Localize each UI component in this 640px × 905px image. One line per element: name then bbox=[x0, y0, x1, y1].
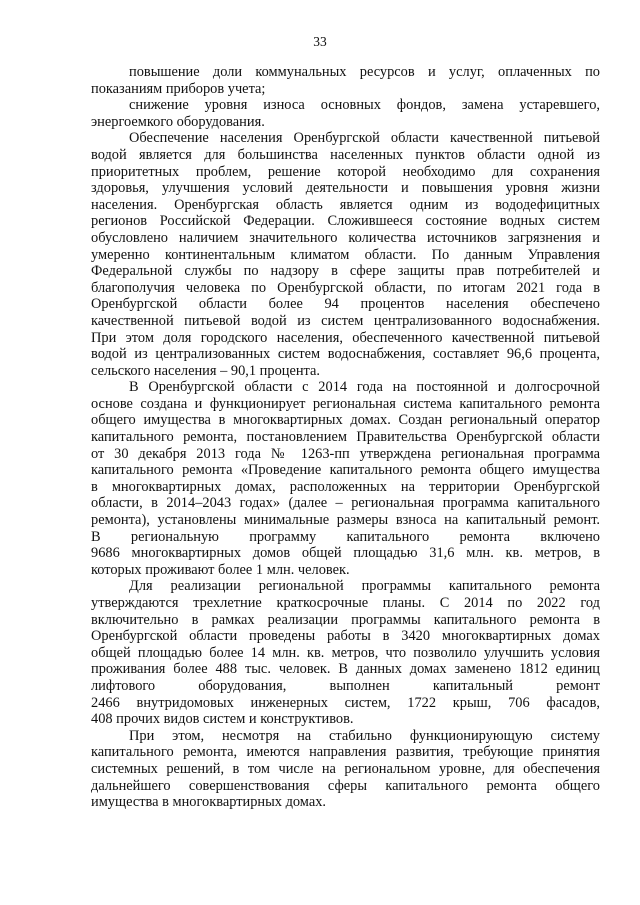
text-line: В Оренбургской области с 2014 года на постоянной и долгосрочной bbox=[129, 379, 600, 396]
page-number: 33 bbox=[313, 34, 327, 49]
paragraph bbox=[91, 379, 600, 578]
text-line: общей площадью более 14 млн. кв. метров, что позволило улучшить условия bbox=[91, 644, 600, 661]
text-line: которых проживают более 1 млн. человек. bbox=[91, 561, 350, 578]
text-line: Обеспечение населения Оренбургской области качественной питьевой bbox=[129, 130, 600, 147]
text-line: 9686 многоквартирных домов общей площадью 31,6 млн. кв. метров, в bbox=[91, 545, 600, 562]
text-line: приоритетных проблем, решение которой необходимо для сохранения bbox=[91, 163, 600, 180]
text-line: регионов Российской Федерации. Сложившееся состояние водных систем bbox=[91, 213, 600, 230]
text-line: Для реализации региональной программы капитального ремонта bbox=[129, 578, 600, 595]
text-line: системных решений, в том числе на региональном уровне, для обеспечения bbox=[91, 760, 600, 777]
text-line: капитального ремонта «Проведение капитального ремонта общего имущества bbox=[91, 462, 600, 479]
text-line: водой является для большинства населенных пунктов области одной из bbox=[91, 146, 600, 163]
text-line: В региональную программу капитального ремонта включено bbox=[91, 528, 600, 545]
text-line: области, в 2014–2043 годах» (далее – региональная программа капитального bbox=[91, 495, 600, 512]
paragraph bbox=[91, 728, 600, 811]
text-line: показаниям приборов учета; bbox=[91, 80, 266, 97]
text-line: энергоемкого оборудования. bbox=[91, 113, 265, 130]
text-line: обусловлено наличием значительного количества источников загрязнения и bbox=[91, 229, 600, 246]
text-line: снижение уровня износа основных фондов, замена устаревшего, bbox=[129, 97, 600, 114]
text-line: Оренбургской области более 94 процентов населения обеспечено bbox=[91, 296, 600, 313]
text-line: повышение доли коммунальных ресурсов и услуг, оплаченных по bbox=[129, 64, 600, 80]
text-line: населения. Оренбургская область является одним из вододефицитных bbox=[91, 196, 600, 213]
text-line: 2466 внутридомовых инженерных систем, 1722 крыш, 706 фасадов, bbox=[91, 694, 600, 711]
paragraph bbox=[91, 578, 600, 727]
text-line: в многоквартирных домах, расположенных на территории Оренбургской bbox=[91, 478, 600, 495]
text-line: утверждаются трехлетние краткосрочные планы. С 2014 по 2022 год bbox=[91, 595, 600, 611]
text-line: капитального ремонта, постановлением Правительства Оренбургской области bbox=[91, 429, 600, 446]
text-line: лифтового оборудования, выполнен капитальный ремонт bbox=[91, 677, 600, 694]
text-line: основе создана и функционирует региональная система капитального ремонта bbox=[91, 395, 600, 412]
text-line: здоровья, улучшения условий деятельности и повышения уровня жизни bbox=[91, 180, 600, 197]
text-line: сельского населения – 90,1 процента. bbox=[91, 362, 321, 379]
text-line: от 30 декабря 2013 года № 1263-пп утверждена региональная программа bbox=[91, 445, 600, 462]
paragraph bbox=[91, 130, 600, 379]
text-line: Федеральной службы по надзору в сфере защиты прав потребителей и bbox=[91, 263, 600, 280]
text-line: включительно в рамках реализации программы капитального ремонта в bbox=[91, 611, 600, 628]
text-line: капитального ремонта, имеются направления развития, требующие принятия bbox=[91, 744, 600, 761]
text-line: ремонта), установлены минимальные размеры взноса на капитальный ремонт. bbox=[91, 512, 600, 529]
text-line: дальнейшего совершенствования сферы капитального ремонта общего bbox=[91, 777, 600, 794]
text-line: качественной питьевой водой из систем централизованного водоснабжения. bbox=[91, 312, 600, 329]
text-line: общего имущества в многоквартирных домах. Создан региональный оператор bbox=[91, 412, 600, 429]
text-line: Оренбургской области проведены работы в 3420 многоквартирных домах bbox=[91, 628, 600, 645]
paragraph bbox=[91, 64, 600, 97]
text-line: 408 прочих видов систем и конструктивов. bbox=[91, 711, 354, 728]
text-line: имущества в многоквартирных домах. bbox=[91, 794, 326, 811]
text-line: благополучия человека по Оренбургской области, по итогам 2021 года в bbox=[91, 279, 600, 296]
text-line: проживания более 488 тыс. человек. В данных домах заменено 1812 единиц bbox=[91, 661, 600, 678]
text-line: При этом, несмотря на стабильно функционирующую систему bbox=[129, 727, 600, 744]
body-text bbox=[91, 64, 600, 811]
text-line: При этом доля городского населения, обеспеченного качественной питьевой bbox=[91, 329, 600, 346]
text-line: умеренно континентальным климатом области. По данным Управления bbox=[91, 246, 600, 263]
text-line: водой из централизованных систем водоснабжения, составляет 96,6 процента, bbox=[91, 346, 600, 363]
paragraph bbox=[91, 97, 600, 130]
